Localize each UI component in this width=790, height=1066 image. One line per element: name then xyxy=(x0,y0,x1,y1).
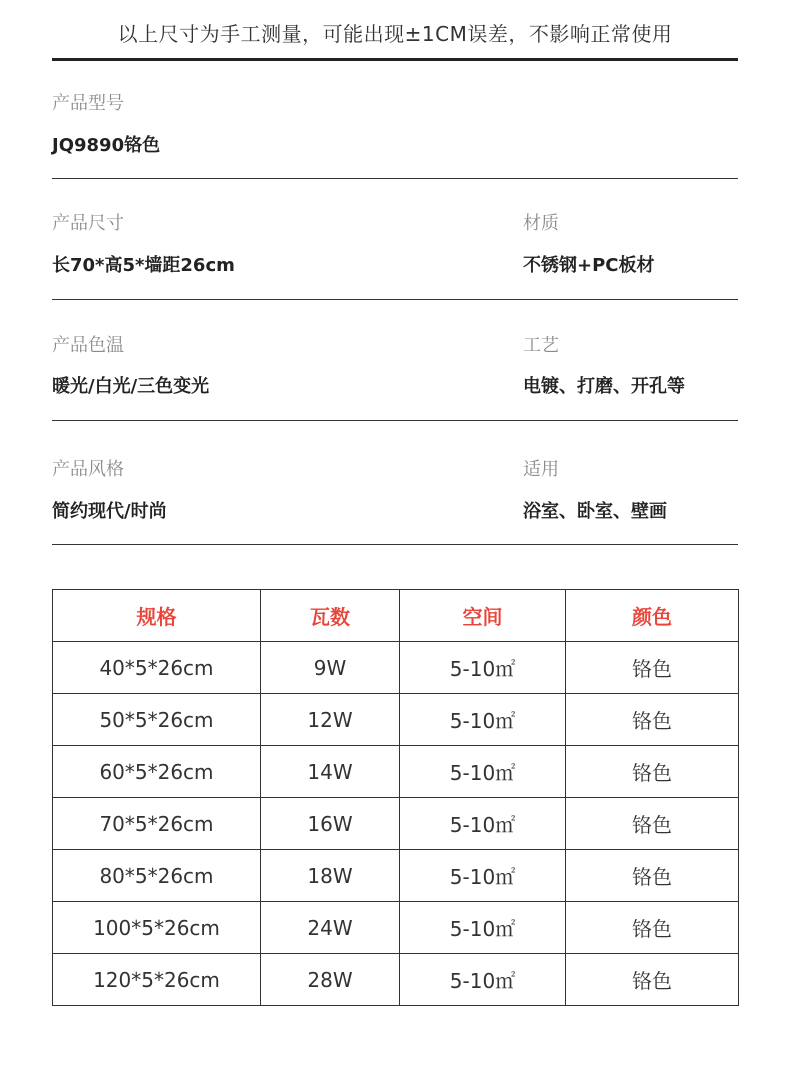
cell-spec: 60*5*26cm xyxy=(53,746,261,798)
spec-row-colortemp-craft xyxy=(52,300,738,421)
cell-space: 5-10㎡ xyxy=(400,902,566,954)
spec-label-size: 产品尺寸 xyxy=(52,213,124,234)
cell-space: 5-10㎡ xyxy=(400,694,566,746)
table-row xyxy=(53,746,739,798)
spec-value-craft: 电镀、打磨、开孔等 xyxy=(523,376,685,397)
spec-label-color-temp: 产品色温 xyxy=(52,335,124,356)
measurement-notice: 以上尺寸为手工测量，可能出现±1CM误差，不影响正常使用 xyxy=(117,22,673,46)
cell-space: 5-10㎡ xyxy=(400,798,566,850)
cell-wattage: 9W xyxy=(261,642,400,694)
header-wattage: 瓦数 xyxy=(261,590,400,642)
cell-color: 铬色 xyxy=(566,954,739,1006)
table-row xyxy=(53,694,739,746)
spec-label-material: 材质 xyxy=(523,213,559,234)
cell-spec: 70*5*26cm xyxy=(53,798,261,850)
cell-wattage: 16W xyxy=(261,798,400,850)
cell-spec: 50*5*26cm xyxy=(53,694,261,746)
spec-value-usage: 浴室、卧室、壁画 xyxy=(523,501,667,522)
cell-space: 5-10㎡ xyxy=(400,850,566,902)
cell-color: 铬色 xyxy=(566,798,739,850)
spec-label-usage: 适用 xyxy=(523,459,559,480)
cell-spec: 120*5*26cm xyxy=(53,954,261,1006)
spec-value-model: JQ9890铬色 xyxy=(52,135,161,156)
spec-label-craft: 工艺 xyxy=(523,335,559,356)
table-row xyxy=(53,798,739,850)
cell-wattage: 14W xyxy=(261,746,400,798)
table-header-row xyxy=(53,590,739,642)
cell-wattage: 18W xyxy=(261,850,400,902)
table-row xyxy=(53,954,739,1006)
cell-spec: 100*5*26cm xyxy=(53,902,261,954)
header-spec: 规格 xyxy=(53,590,261,642)
spec-label-style: 产品风格 xyxy=(52,459,124,480)
spec-value-style: 简约现代/时尚 xyxy=(52,501,167,522)
spec-row-model xyxy=(52,61,738,179)
cell-spec: 80*5*26cm xyxy=(53,850,261,902)
cell-space: 5-10㎡ xyxy=(400,746,566,798)
cell-space: 5-10㎡ xyxy=(400,954,566,1006)
cell-color: 铬色 xyxy=(566,746,739,798)
spec-row-style-usage xyxy=(52,421,738,545)
table-row xyxy=(53,850,739,902)
table-row xyxy=(53,642,739,694)
spec-label-model: 产品型号 xyxy=(52,93,124,114)
spec-value-material: 不锈钢+PC板材 xyxy=(523,255,655,276)
cell-wattage: 12W xyxy=(261,694,400,746)
cell-space: 5-10㎡ xyxy=(400,642,566,694)
spec-value-color-temp: 暖光/白光/三色变光 xyxy=(52,376,210,397)
header-color: 颜色 xyxy=(566,590,739,642)
cell-color: 铬色 xyxy=(566,902,739,954)
cell-spec: 40*5*26cm xyxy=(53,642,261,694)
cell-wattage: 24W xyxy=(261,902,400,954)
cell-color: 铬色 xyxy=(566,850,739,902)
table-row xyxy=(53,902,739,954)
header-space: 空间 xyxy=(400,590,566,642)
cell-color: 铬色 xyxy=(566,642,739,694)
cell-color: 铬色 xyxy=(566,694,739,746)
size-spec-table xyxy=(52,589,739,1006)
spec-row-size-material xyxy=(52,179,738,300)
spec-value-size: 长70*高5*墙距26cm xyxy=(52,255,235,276)
cell-wattage: 28W xyxy=(261,954,400,1006)
